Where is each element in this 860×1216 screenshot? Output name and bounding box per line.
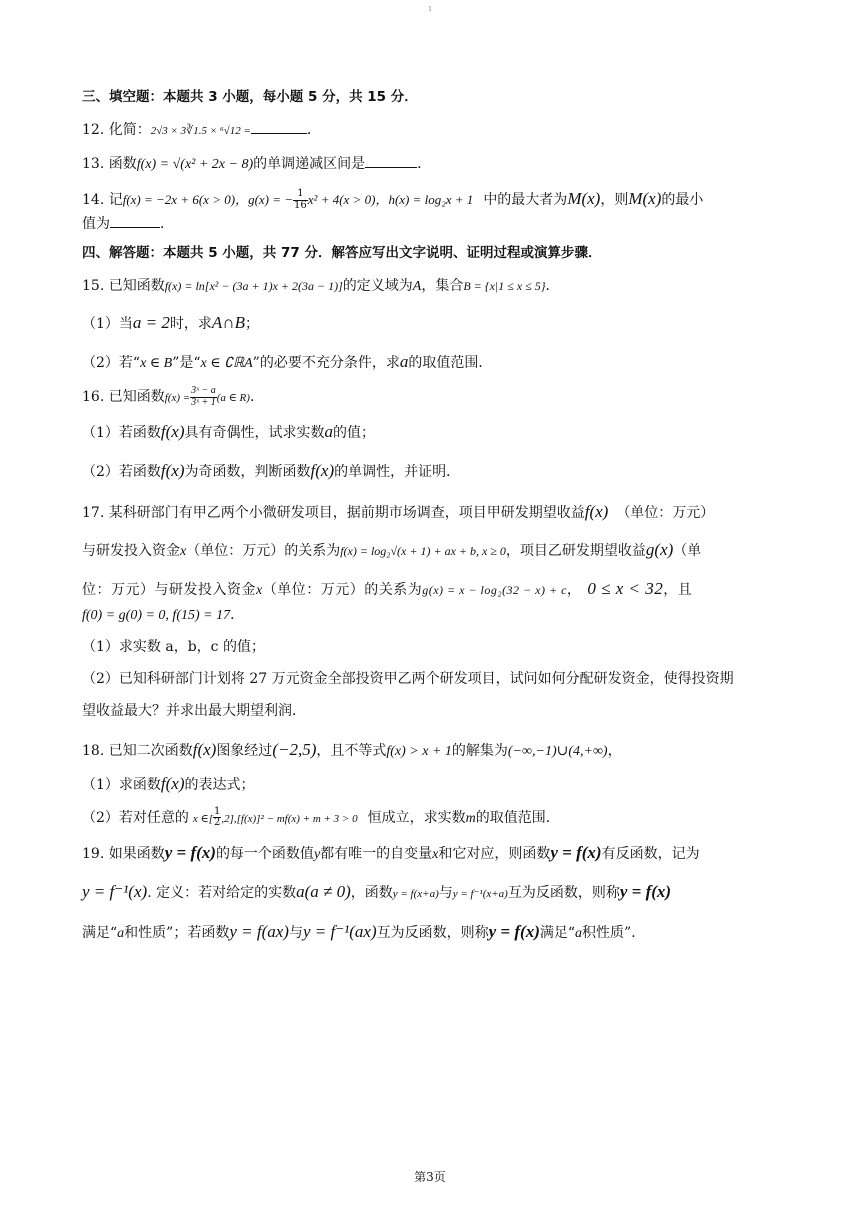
question-14-cont: [82, 214, 782, 234]
q15-end: ．: [545, 277, 560, 294]
q16-fraction: $\frac{\text{3ˣ − a}}{\text{3ˣ + 1}}$: [191, 385, 216, 408]
q16-number: 16. 已知函数: [82, 389, 165, 406]
q17-part-2-cont: 望收益最大？并求出最大期望利润．: [82, 703, 306, 720]
q15-text-2: ，集合: [421, 277, 464, 294]
q15-intersection: A∩B: [211, 312, 245, 332]
q13-function: f(x) = √(x² + 2x − 8): [136, 156, 254, 172]
q19-line-2: y = f⁻¹(x). 定义：若对给定的实数a(a ≠ 0)，函数y = f(x+a)与y = f⁻¹(x+a)互为反函数，则称y = f(x): [82, 881, 672, 901]
q14-Mx: M(x): [567, 189, 601, 209]
q15-part-1: （1）当a = 2时，求A∩B；: [82, 312, 259, 332]
header-mark: 1: [428, 6, 432, 13]
exam-page: [82, 88, 782, 945]
q17-part-1: （1）求实数 a，b，c 的值；: [82, 638, 265, 655]
q15-part-2: （2）若“x ∈ B”是“x ∈ ∁ℝA”的必要不充分条件，求a的取值范围．: [82, 351, 493, 371]
question-18: 18. 已知二次函数f(x)图象经过(−2,5)，且不等式f(x) > x + 1的解集为(−∞,−1)∪(4,+∞)，: [82, 739, 622, 759]
q13-answer-blank: [365, 167, 417, 168]
q14-text-4: 值为: [82, 215, 110, 232]
question-16: 16. 已知函数f(x) = $\frac{\text{3ˣ − a}}{\text{3ˣ + 1}}$ (a ∈ R)．: [82, 385, 264, 408]
q13-text: 的单调递减区间是: [253, 155, 366, 172]
q16-part-1: （1）若函数f(x)具有奇偶性，试求实数a的值；: [82, 422, 376, 442]
q18-fraction: $\frac{1}{2}$: [213, 805, 221, 829]
question-13: [82, 154, 782, 175]
q17-part-2: （2）已知科研部门计划将 27 万元资金全部投资甲乙两个研发项目，试问如何分配研发资金，使得投资期: [82, 671, 734, 688]
q15-number: 15. 已知函数: [82, 277, 165, 294]
q18-part-1: （1）求函数f(x)的表达式；: [82, 774, 255, 794]
question-12: [82, 120, 782, 140]
q14-number: 14. 记: [82, 192, 123, 209]
q14-text-1: 中的最大者为: [483, 192, 568, 209]
q15-set-B: B = {x|1 ≤ x ≤ 5}: [463, 278, 546, 293]
question-19: 19. 如果函数y = f(x)的每一个函数值y都有唯一的自变量x和它对应，则函数y = f(x)有反函数，记为: [82, 843, 700, 863]
question-15: [82, 276, 782, 297]
q14-f: f(x) = −2x + 6(x > 0)，: [122, 192, 249, 208]
section-4-heading: 四、解答题：本题共 5 小题，共 77 分．解答应写出文字说明、证明过程或演算步骤．: [82, 245, 602, 262]
q13-end: ．: [417, 155, 432, 172]
q15-function: f(x) = ln[x² − (3a + 1)x + 2(3a − 1)]: [164, 278, 343, 293]
q14-h: h(x) = log₂x + 1: [388, 192, 474, 208]
q17-line-2: 与研发投入资金x（单位：万元）的关系为f(x) = log₂√(x + 1) + ax + b, x ≥ 0，项目乙研发期望收益g(x)（单: [82, 540, 702, 560]
q14-fraction: $\frac{1}{16}$: [294, 188, 307, 211]
q15-condition: a = 2: [132, 312, 170, 332]
q18-part-2: （2）若对任意的 x ∈[ $\frac{1}{2}$ ,2],[f(x)]² − mf(x) + m + 3 > 0 恒成立，求实数m的取值范围．: [82, 805, 560, 829]
q14-g-suffix: x² + 4(x > 0)，: [307, 192, 389, 208]
question-14: [82, 187, 782, 212]
question-17: 17. 某科研部门有甲乙两个小微研发项目，据前期市场调查，项目甲研发期望收益f(x) （单位：万元）: [82, 501, 715, 521]
q14-text-3: 的最小: [661, 192, 704, 209]
q15-set-A: A: [412, 278, 422, 294]
q14-end: ．: [160, 215, 174, 232]
q15-text-1: 的定义域为: [342, 277, 413, 294]
section-3-heading: 三、填空题：本题共 3 小题，每小题 5 分，共 15 分．: [82, 89, 418, 105]
q12-number: 12. 化简：: [82, 121, 151, 138]
q14-g-prefix: g(x) = −: [248, 192, 294, 208]
q12-answer-blank: [251, 133, 307, 134]
q14-text-2: ，则: [600, 192, 629, 209]
q13-number: 13. 函数: [82, 155, 137, 172]
q17-line-3: 位：万元）与研发投入资金x（单位：万元）的关系为g(x) = x − log₂(32 − x) + c， 0 ≤ x < 32，且: [82, 578, 693, 598]
page-number: 第3页: [414, 1170, 446, 1184]
q19-line-3: 满足“a和性质”；若函数y = f(ax)与y = f⁻¹(ax)互为反函数，则称y = f(x)满足“a积性质”．: [82, 922, 646, 942]
q14-Mx-2: M(x): [628, 189, 662, 209]
q16-part-2: （2）若函数f(x)为奇函数，判断函数f(x)的单调性，并证明．: [82, 460, 461, 480]
q12-end: ．: [306, 121, 321, 138]
q12-expression: 2√3 × 3∛1.5 × ⁶√12 =: [150, 124, 251, 137]
q14-answer-blank: [110, 227, 160, 228]
q17-line-4: f(0) = g(0) = 0, f(15) = 17．: [82, 607, 245, 624]
